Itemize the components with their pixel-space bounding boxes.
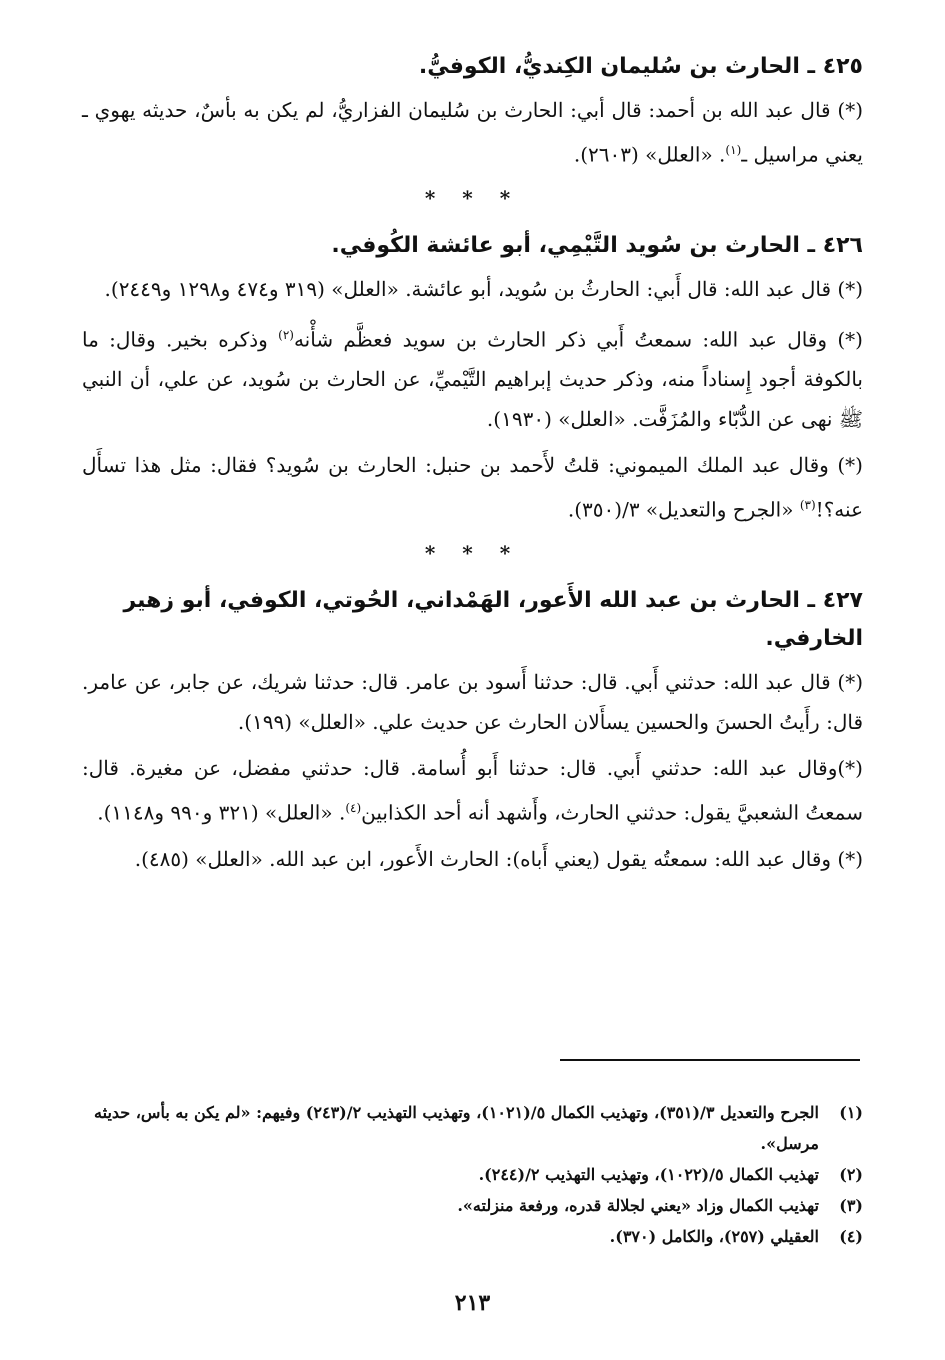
footnote-text: تهذيب الكمال وزاد «يعني لجلالة قدره، ورفعة منزلته». <box>457 1196 819 1215</box>
footnote-item <box>82 1159 863 1190</box>
footnote-number: (٣) <box>839 1196 863 1215</box>
entry-heading: ٤٢٦ ـ الحارث بن سُويد التَّيْمِي، أبو عائشة الكُوفي. <box>331 232 863 258</box>
section-separator: * * * <box>424 185 521 210</box>
footnote-text: العقيلي (٢٥٧)، والكامل (٣٧٠). <box>609 1227 819 1246</box>
entry-paragraph: (*) قال عبد الله: قال أَبي: الحارثُ بن سُويد، أبو عائشة. «العلل» (٣١٩ و٤٧٤ و١٢٩٨ و٢٤٤٩). <box>104 276 863 301</box>
entry-425 <box>82 48 863 175</box>
entry-paragraph: (*) قال عبد الله بن أحمد: قال أبي: الحارث بن سُليمان الفزاريُّ، لم يكن به بأسٌ، حديثه يهوي ـ يعني مراسيل ـ$^{(١)}$. «العلل» (٢٦٠٣). <box>82 98 863 167</box>
section-separator: * * * <box>424 540 521 565</box>
entry-paragraph: (*) وقال عبد الملك الميموني: قلتُ لأَحمد بن حنبل: الحارث بن سُويد؟ فقال: مثل هذا تسأَل عنه؟!$^{(٣)}$ «الجرح والتعديل» ٣/(٣٥٠). <box>82 453 863 522</box>
footnote-item <box>82 1190 863 1221</box>
footnote-ref[interactable]: (٤) <box>345 800 362 815</box>
page-number: ٢١٣ <box>454 1290 491 1316</box>
footnote-ref[interactable]: (١) <box>725 143 742 157</box>
entry-paragraph: (*) قال عبد الله: حدثني أَبي. قال: حدثنا أَسود بن عامر. قال: حدثنا شريك، عن جابر، عن عامر. قال: رأَيتُ الحسنَ والحسين يسأَلان الحارث عن حديث علي. «العلل» (١٩٩). <box>82 669 863 734</box>
entry-426 <box>82 227 863 530</box>
footnote-number: (٤) <box>839 1227 863 1246</box>
footnote-divider <box>560 1059 860 1061</box>
main-text <box>82 48 863 885</box>
footnote-number: (٢) <box>839 1165 863 1184</box>
entry-427 <box>82 582 863 879</box>
footnote-text: تهذيب الكمال ٥/(١٠٢٢)، وتهذيب التهذيب ٢/(٢٤٤). <box>478 1165 819 1184</box>
footnote-ref[interactable]: (٢) <box>278 327 294 342</box>
footnote-ref[interactable]: (٣) <box>799 498 816 513</box>
footnote-item <box>82 1221 863 1252</box>
footnote-text: الجرح والتعديل ٣/(٣٥١)، وتهذيب الكمال ٥/(١٠٢١)، وتهذيب التهذيب ٢/(٢٤٣) وفيهم: «لم يكن به بأس، حديثه مرسل». <box>94 1103 819 1153</box>
entry-heading: ٤٢٧ ـ الحارث بن عبد الله الأَعور، الهَمْداني، الحُوتي، الكوفي، أبو زهير الخارفي. <box>123 587 863 651</box>
footnote-item <box>82 1097 863 1159</box>
entry-heading: ٤٢٥ ـ الحارث بن سُليمان الكِنديُّ، الكوفيُّ. <box>418 54 863 79</box>
footnotes <box>82 1097 863 1252</box>
entry-paragraph: (*) وقال عبد الله: سمعتُه يقول (يعني أَباه): الحارث الأَعور، ابن عبد الله. «العلل» (٤٨٥). <box>134 846 863 871</box>
entry-paragraph: (*)وقال عبد الله: حدثني أَبي. قال: حدثنا أَبو أُسامة. قال: حدثني مفضل، عن مغيرة. قال: سمعتُ الشعبيَّ يقول: حدثني الحارث، وأَشهد أنه أحد الكذابين$^{(٤)}$. «العلل» (٣٢١ و٩٩٠ و١١٤٨). <box>82 755 863 825</box>
footnote-number: (١) <box>839 1103 863 1122</box>
entry-paragraph: (*) وقال عبد الله: سمعتُ أَبي ذكر الحارث بن سويد فعظَّم شأْنه$^{(٢)}$ وذكره بخير. وقال: ما بالكوفة أجود إِسناداً منه، وذكر حديث إبراهيم التَّيْميِّ، عن الحارث بن سُويد، عن علي، أن النبي ﷺ نهى عن الدُّبّاء والمُزَفَّت. «العلل» (١٩٣٠). <box>82 327 864 432</box>
